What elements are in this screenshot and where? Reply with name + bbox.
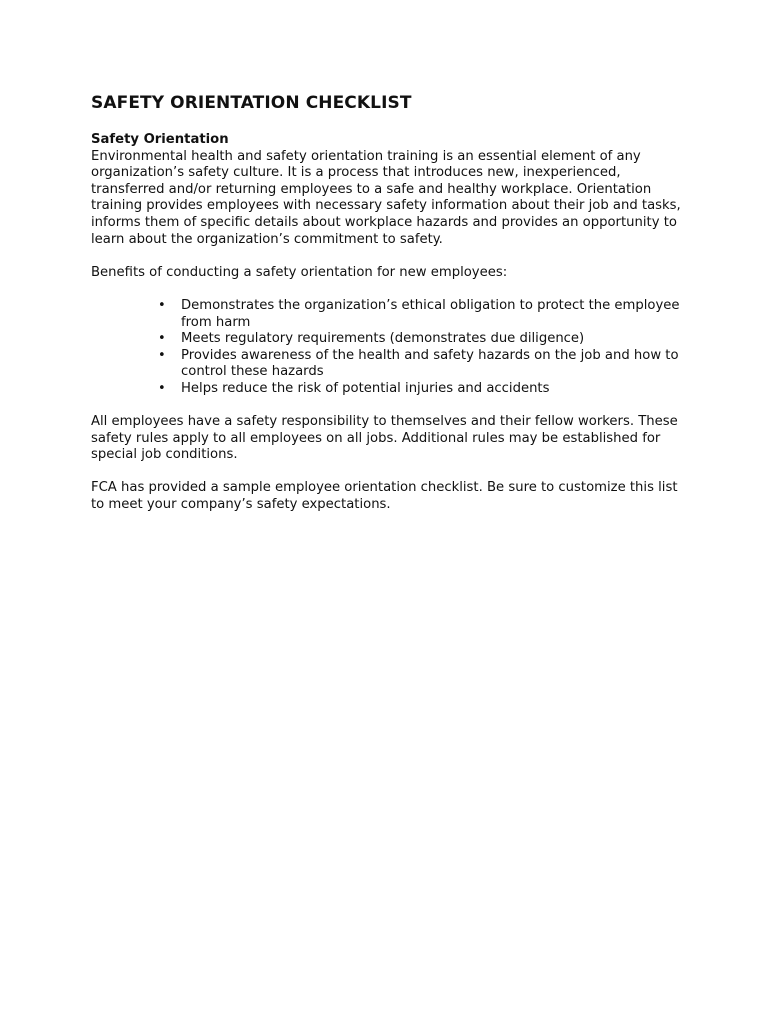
list-item: [158, 380, 681, 398]
benefits-intro: Benefits of conducting a safety orientation for new employees:: [91, 264, 508, 280]
section-heading: Safety Orientation: [91, 132, 229, 147]
document-page: [91, 92, 681, 530]
list-item: [158, 347, 681, 381]
list-item: [158, 297, 681, 331]
responsibility-paragraph: All employees have a safety responsibility to themselves and their fellow workers. These safety rules apply to all employees on all jobs. Additional rules may be established for special job conditions.: [91, 414, 678, 463]
bullet-icon: •: [158, 331, 166, 347]
intro-paragraph: Environmental health and safety orientation training is an essential element of any organization’s safety culture. It is a process that introduces new, inexperienced, transferred and/or returning employees to a safe and healthy workplace. Orientation training provides employees with necessary safety information about their job and tasks, informs them of specific details about workplace hazards and provides an opportunity to learn about the organization’s commitment to safety.: [91, 148, 681, 247]
bullet-icon: •: [158, 347, 166, 363]
bullet-icon: •: [158, 380, 166, 396]
benefit-text: Meets regulatory requirements (demonstrates due diligence): [181, 331, 585, 347]
bullet-icon: •: [158, 297, 166, 313]
benefit-text: Demonstrates the organization’s ethical obligation to protect the employee from harm: [181, 297, 680, 330]
benefits-list: [91, 298, 681, 398]
benefit-text: Helps reduce the risk of potential injuries and accidents: [181, 380, 550, 396]
document-title: SAFETY ORIENTATION CHECKLIST: [91, 93, 412, 113]
list-item: [158, 331, 681, 348]
closing-paragraph: FCA has provided a sample employee orientation checklist. Be sure to customize this list to meet your company’s safety expectations.: [91, 480, 678, 513]
benefit-text: Provides awareness of the health and safety hazards on the job and how to control these hazards: [181, 347, 679, 380]
